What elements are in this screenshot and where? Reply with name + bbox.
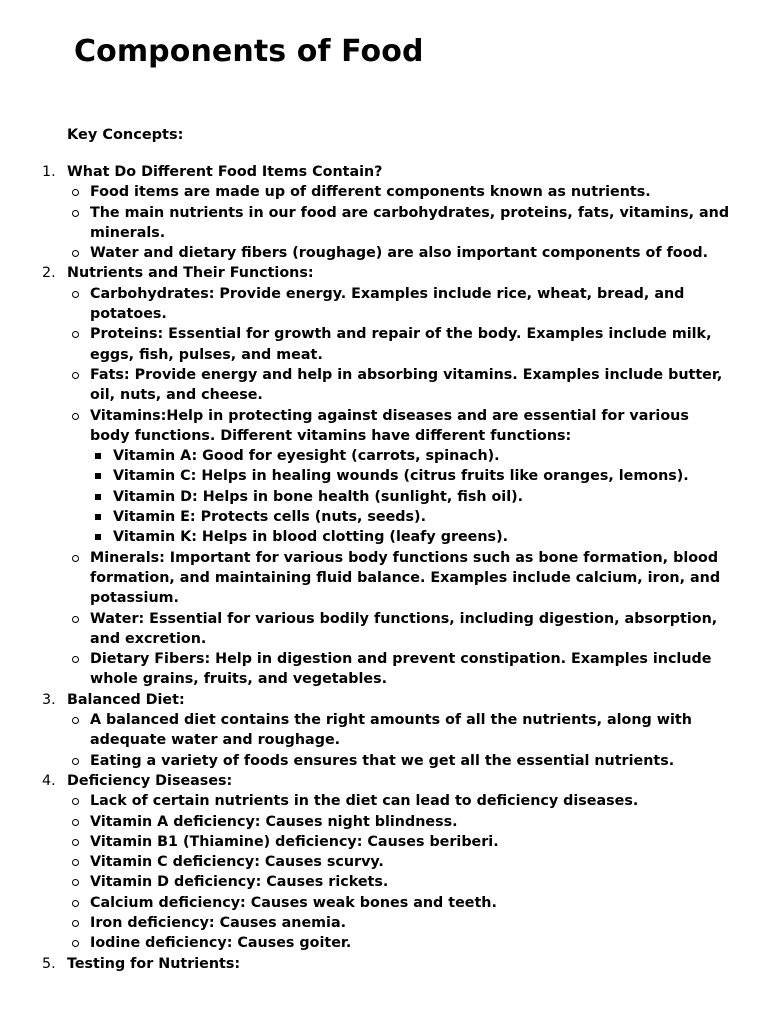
bullet-item [67,406,730,548]
bullet-text: Vitamin A deficiency: Causes night blindness. [90,813,458,830]
bullet-item [67,710,730,751]
bullet-text: Water: Essential for various bodily functions, including digestion, absorption, and excretion. [90,610,718,647]
key-concepts-label: Key Concepts: [67,127,184,143]
bullet-item [67,751,730,771]
bullet-text: Proteins: Essential for growth and repair of the body. Examples include milk, eggs, fish, pulses, and meat. [90,326,712,363]
bullet-text: Dietary Fibers: Help in digestion and prevent constipation. Examples include whole grains, fruits, and vegetables. [90,651,712,688]
bullet-text: Iron deficiency: Causes anemia. [90,914,347,931]
section-number: 4. [42,772,56,789]
section-heading: Nutrients and Their Functions: [67,265,314,282]
bullet-item [67,182,730,202]
section-heading: Deficiency Diseases: [67,772,233,789]
bullet-item [67,609,730,650]
bullet-item [67,893,730,913]
section-number: 2. [42,265,56,282]
bullet-item [67,933,730,953]
bullet-item [67,852,730,872]
section-number: 5. [42,955,56,972]
section-heading: What Do Different Food Items Contain? [67,164,383,180]
section-number: 3. [42,691,56,708]
bullet-text: Water and dietary fibers (roughage) are also important components of food. [90,245,709,262]
bullet-item [67,548,730,609]
bullet-text: Carbohydrates: Provide energy. Examples include rice, wheat, bread, and potatoes. [90,285,685,323]
bullet-text: Vitamin C deficiency: Causes scurvy. [90,854,384,871]
section-item [0,263,768,689]
nested-bullet-list [90,446,730,547]
bullet-item [67,812,730,832]
nested-bullet-item: Vitamin A: Good for eyesight (carrots, spinach). [90,446,730,466]
bullet-item [67,913,730,933]
bullet-text: Eating a variety of foods ensures that we get all the essential nutrients. [90,752,675,769]
section-item [0,771,768,954]
section-heading: Testing for Nutrients: [67,955,241,972]
nested-bullet-item: Vitamin D: Helps in bone health (sunlight, fish oil). [90,487,730,507]
section-item [0,954,768,974]
section-item [0,690,768,771]
nested-bullet-item: Vitamin K: Helps in blood clotting (leafy greens). [90,527,730,547]
bullet-item [67,832,730,852]
bullet-item [67,872,730,892]
bullet-text: Iodine deficiency: Causes goiter. [90,935,352,952]
bullet-text: Vitamin B1 (Thiamine) deficiency: Causes beriberi. [90,833,499,850]
nested-bullet-item: Vitamin C: Helps in healing wounds (citrus fruits like oranges, lemons). [90,466,730,486]
bullet-item [67,365,730,406]
bullet-text: Calcium deficiency: Causes weak bones and teeth. [90,894,497,911]
sections-list [0,162,768,974]
bullet-text: Lack of certain nutrients in the diet can lead to deficiency diseases. [90,793,639,810]
bullet-item [67,284,730,325]
section-number: 1. [42,164,56,180]
bullet-list [67,710,768,771]
bullet-item [67,649,730,690]
bullet-text: Vitamin D deficiency: Causes rickets. [90,874,389,891]
bullet-list [67,791,768,953]
bullet-text: A balanced diet contains the right amounts of all the nutrients, along with adequate water and roughage. [90,712,692,749]
bullet-text: The main nutrients in our food are carbohydrates, proteins, fats, vitamins, and minerals. [90,204,730,241]
bullet-item [67,324,730,365]
nested-bullet-item: Vitamin E: Protects cells (nuts, seeds). [90,507,730,527]
bullet-item [67,203,730,244]
section-heading: Balanced Diet: [67,691,185,708]
page-title: Components of Food [74,34,424,69]
bullet-list [67,284,768,690]
section-item [0,162,768,263]
bullet-item [67,791,730,811]
bullet-text: Minerals: Important for various body functions such as bone formation, blood formation, and maintaining fluid balance. Examples include calcium, iron, and potassium. [90,549,721,607]
bullet-list [67,182,768,263]
bullet-item [67,243,730,263]
bullet-text: Fats: Provide energy and help in absorbing vitamins. Examples include butter, oil, nuts, and cheese. [90,366,723,404]
bullet-text: Vitamins:Help in protecting against diseases and are essential for various body functions. Different vitamins have different functions: [90,407,689,444]
bullet-text: Food items are made up of different components known as nutrients. [90,184,651,201]
